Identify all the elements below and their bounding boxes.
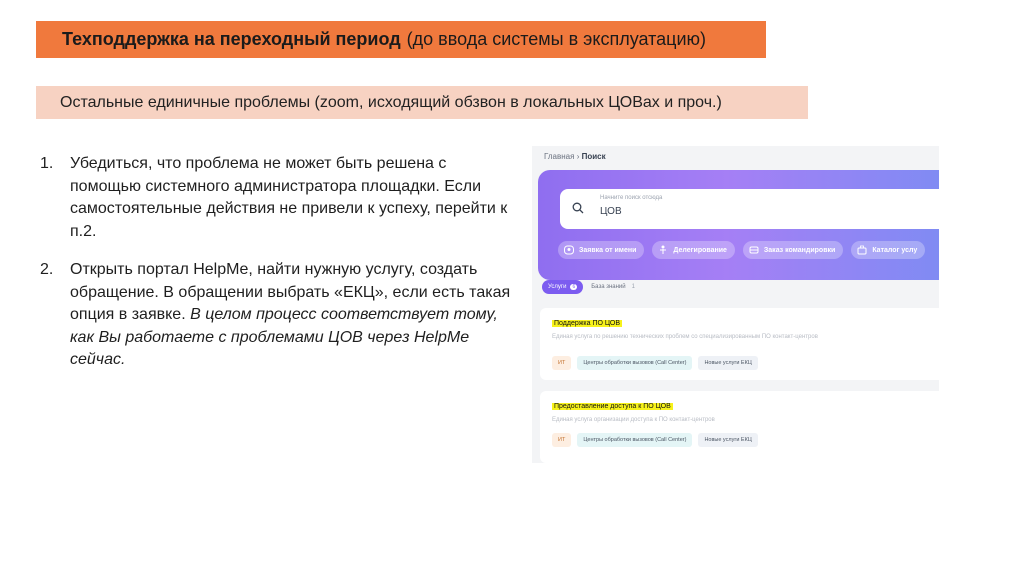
step-number: 2. (40, 261, 54, 278)
users-icon (564, 245, 574, 255)
step-number: 1. (40, 155, 54, 172)
steps-list (40, 153, 520, 388)
step-text-regular: Открыть портал HelpMe, найти нужную услугу, создать обращение. В обращении выбрать «ЕКЦ», если есть такая опция в заявке. (70, 261, 511, 323)
quick-action-request-on-behalf[interactable] (558, 241, 644, 259)
slide-title (36, 21, 766, 58)
quick-actions (558, 241, 925, 259)
breadcrumb-current: Поиск (581, 152, 606, 161)
step-text: Убедиться, что проблема не может быть решена с помощью системного администратора площадки. Если самостоятельные действия не привели к успеху, перейти к п.2. (70, 155, 508, 240)
result-card[interactable] (540, 308, 939, 380)
result-description: Единая услуга организации доступа к ПО контакт-центров (552, 417, 715, 423)
quick-action-label: Делегирование (673, 246, 727, 254)
step-item (40, 153, 520, 243)
breadcrumb (544, 152, 606, 161)
tag-badge[interactable]: Новые услуги ЕКЦ (698, 433, 757, 447)
tab-count: 1 (631, 284, 635, 290)
search-hint: Начните поиск отсюда (600, 195, 663, 201)
search-input[interactable] (560, 189, 939, 229)
quick-action-label: Каталог услу (872, 246, 918, 254)
tab-label: Услуги (548, 284, 567, 290)
search-icon (572, 202, 584, 214)
delegate-icon (658, 245, 668, 255)
quick-action-business-trip[interactable] (743, 241, 843, 259)
result-tags (552, 433, 758, 447)
tag-badge[interactable]: Центры обработки вызовов (Call Center) (577, 433, 692, 447)
tag-badge[interactable]: Новые услуги ЕКЦ (698, 356, 757, 370)
slide-title-rest: (до ввода системы в эксплуатацию) (406, 29, 707, 49)
briefcase-icon (857, 245, 867, 255)
tag-badge[interactable]: ИТ (552, 433, 571, 447)
quick-action-service-catalog[interactable] (851, 241, 925, 259)
tab-services[interactable] (542, 280, 583, 294)
slide-title-bold: Техподдержка на переходный период (62, 29, 401, 49)
tag-badge[interactable]: Центры обработки вызовов (Call Center) (577, 356, 692, 370)
result-tabs (542, 280, 635, 294)
quick-action-label: Заявка от имени (579, 246, 637, 254)
breadcrumb-separator: › (576, 152, 580, 161)
portal-screenshot (532, 146, 939, 463)
slide-subtitle: Остальные единичные проблемы (zoom, исходящий обзвон в локальных ЦОВах и проч.) (36, 86, 808, 119)
search-value: ЦОВ (600, 206, 622, 217)
quick-action-delegation[interactable] (652, 241, 735, 259)
tab-knowledge-base[interactable] (591, 284, 635, 290)
result-description: Единая услуга по решению технических проблем со специализированным ПО контакт-центров (552, 334, 818, 340)
step-text-italic: В целом процесс соответствует тому, как Вы работаете с проблемами ЦОВ через HelpMe сейчас. (70, 306, 498, 368)
tab-label: База знаний (591, 284, 626, 290)
step-item (40, 259, 520, 372)
result-title[interactable]: Поддержка ПО ЦОВ (554, 320, 621, 327)
breadcrumb-home[interactable]: Главная (544, 152, 575, 161)
tab-count: 6 (572, 284, 576, 290)
result-card[interactable] (540, 391, 939, 463)
tag-badge[interactable]: ИТ (552, 356, 571, 370)
bus-icon (749, 245, 759, 255)
quick-action-label: Заказ командировки (763, 246, 836, 254)
step-text (70, 259, 520, 372)
result-title[interactable]: Предоставление доступа к ПО ЦОВ (554, 403, 671, 410)
search-hero (538, 170, 939, 280)
result-tags (552, 356, 758, 370)
